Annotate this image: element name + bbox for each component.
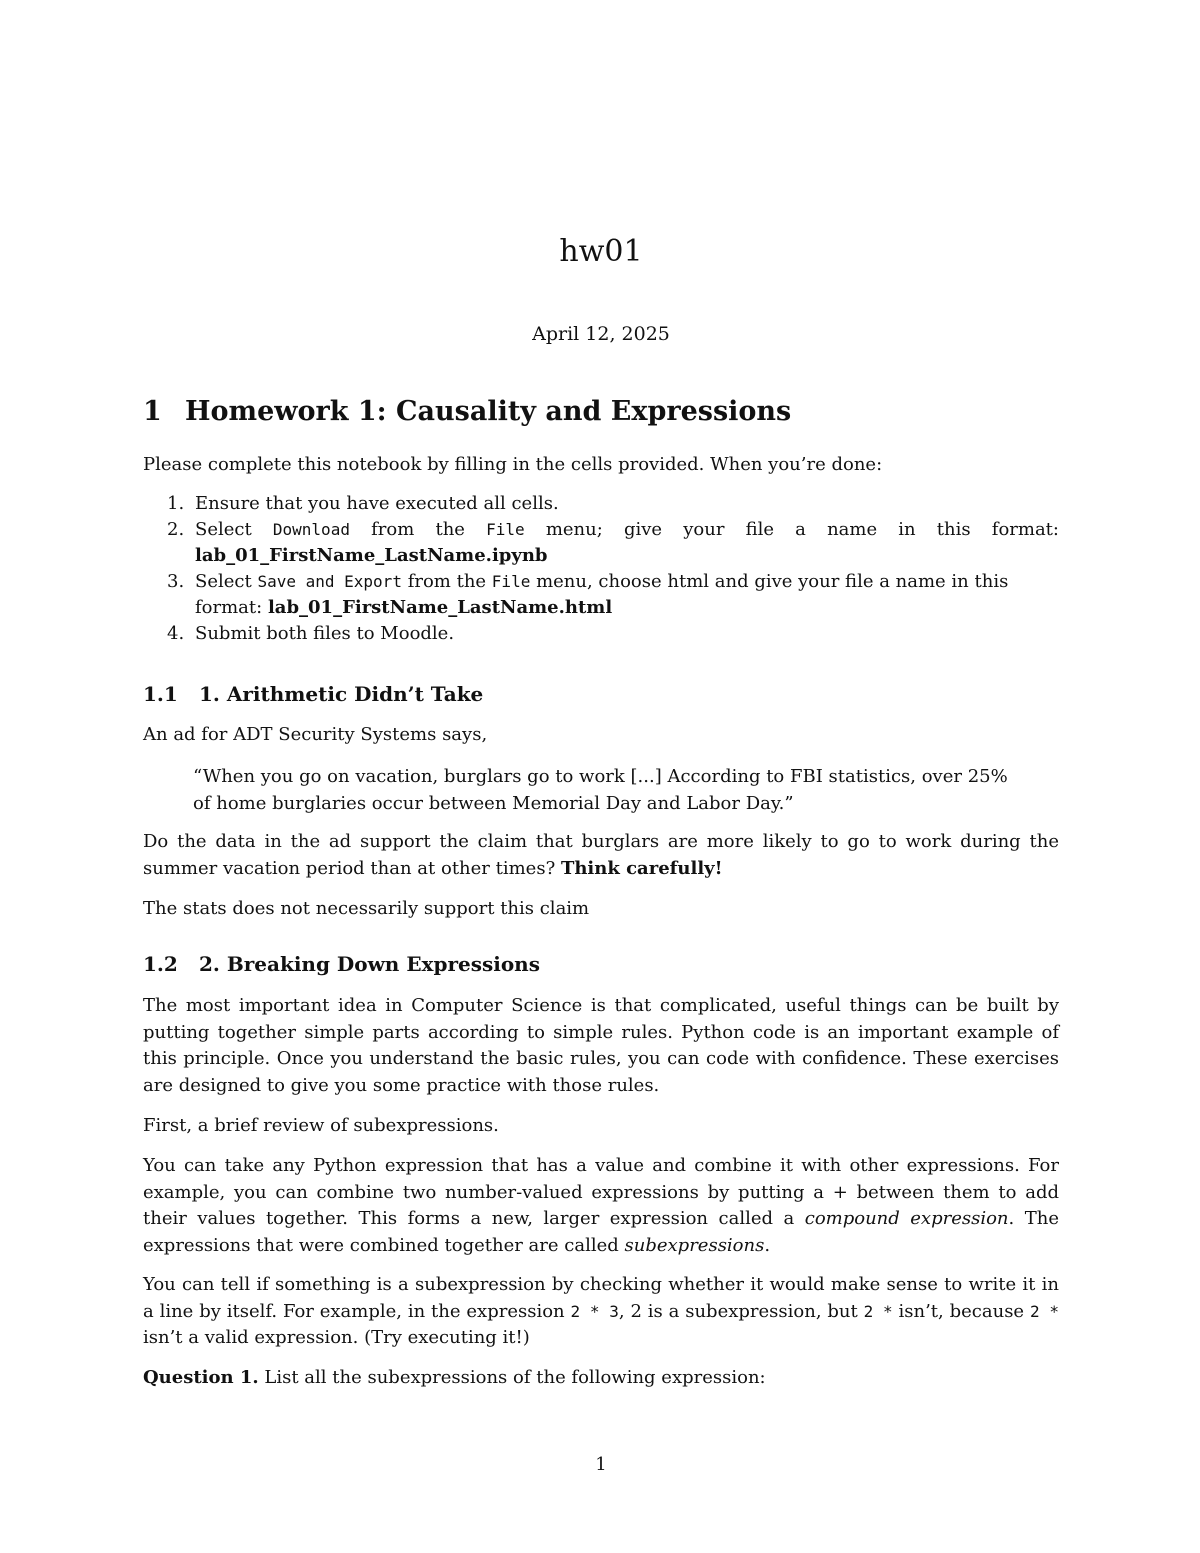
intro-paragraph: Please complete this notebook by filling in the cells provided. When you’re done: [143, 454, 883, 475]
paragraph-review: First, a brief review of subexpressions. [143, 1115, 499, 1136]
section-1-heading [143, 396, 791, 427]
section-1-2-heading: 1.2 2. Breaking Down Expressions [143, 952, 540, 976]
paragraph-principle: The most important idea in Computer Science is that complicated, useful things can be built by putting together simple parts according to simple rules. Python code is an important example of this principle. Once you understand the basic rules, you can code with confidence. These exercises are designed to give you some practice with those rules. [143, 995, 1059, 1096]
answer-text: The stats does not necessarily support this claim [143, 898, 590, 919]
filename-html: lab_01_FirstName_LastName.html [267, 597, 613, 618]
list-item: 1. Ensure that you have executed all cells. [167, 493, 559, 514]
section-1-1-heading: 1.1 1. Arithmetic Didn’t Take [143, 682, 484, 706]
ad-lead: An ad for ADT Security Systems says, [143, 724, 488, 745]
page-number: 1 [595, 1454, 607, 1475]
ad-quote: “When you go on vacation, burglars go to work [...] According to FBI statistics, over 25% of home burglaries occur between Memorial Day and Labor Day.” [193, 766, 1008, 814]
list-item: 4. Submit both files to Moodle. [167, 623, 455, 644]
question-1: Question 1. List all the subexpressions of the following expression: [143, 1367, 766, 1388]
list-item: 3. Select Save and Export from the File menu, choose html and give your file a name in this format: lab_01_FirstName_LastName.html [167, 571, 1009, 618]
paragraph-subexpression: You can tell if something is a subexpression by checking whether it would make sense to write it in a line by itself. For example, in the expression 2 * 3, 2 is a subexpression, but 2 * isn’t, because 2 * isn’t a valid expression. (Try executing it!) [143, 1274, 1059, 1348]
instruction-list [143, 491, 1059, 647]
document-date: April 12, 2025 [532, 323, 670, 345]
section-title: Homework 1: Causality and Expressions [185, 396, 792, 427]
filename-ipynb: lab_01_FirstName_LastName.ipynb [195, 545, 548, 566]
list-item: 2. Select Download from the File menu; give your file a name in this format: lab_01_FirstName_LastName.ipynb [167, 519, 1059, 566]
section-number: 1 [143, 396, 162, 427]
paragraph-compound: You can take any Python expression that has a value and combine it with other expressions. For example, you can combine two number-valued expressions by putting a + between them to add their values together. This forms a new, larger expression called a compound expression. The expressions that were combined together are called subexpressions. [143, 1155, 1059, 1256]
ad-question: Do the data in the ad support the claim that burglars are more likely to go to work during the summer vacation period than at other times? Think carefully! [143, 831, 1059, 879]
document-title: hw01 [559, 234, 643, 269]
